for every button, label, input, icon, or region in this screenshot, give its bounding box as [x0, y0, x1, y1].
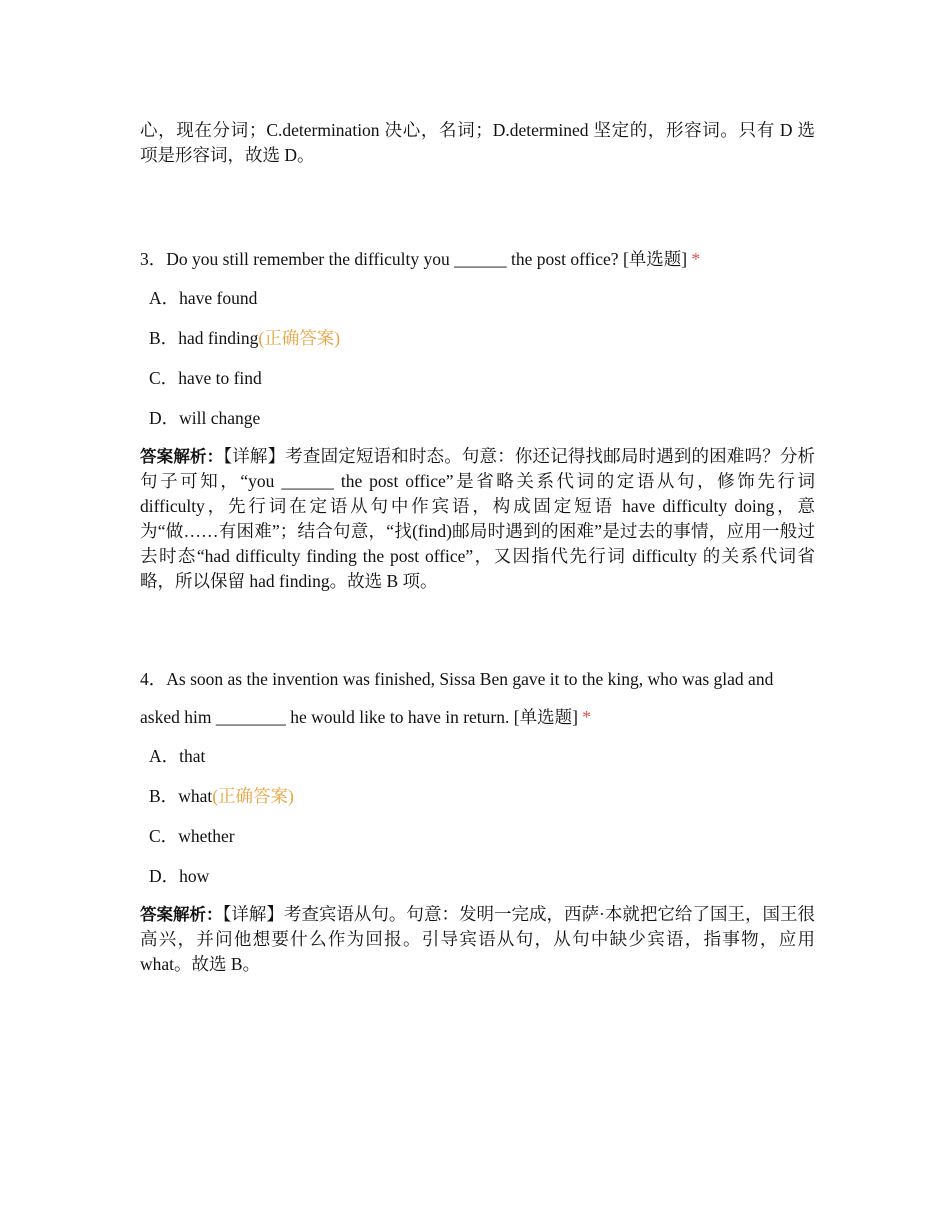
option-text: had finding [178, 328, 259, 348]
question-4-type: [单选题] [513, 707, 578, 727]
question-4-option-b[interactable] [149, 784, 815, 808]
question-4 [140, 660, 815, 977]
option-text: will change [179, 408, 261, 428]
option-letter: A． [149, 288, 180, 308]
spacer [140, 168, 815, 240]
question-3-text: Do you still remember the difficulty you ______ the post office? [166, 249, 619, 269]
question-3-type: [单选题] [622, 249, 688, 269]
option-letter: D． [149, 866, 180, 886]
option-text: have found [179, 288, 258, 308]
question-3-option-a[interactable] [149, 286, 815, 310]
analysis-body: 【详解】考查宾语从句。句意：发明一完成，西萨·本就把它给了国王，国王很高兴，并问他想要什么作为回报。引导宾语从句，从句中缺少宾语，指事物，应用 what。故选 B。 [140, 904, 816, 974]
option-text: what [178, 786, 213, 806]
option-letter: A． [149, 746, 180, 766]
option-text: have to find [178, 368, 262, 388]
question-3-analysis [140, 444, 815, 594]
option-text: how [179, 866, 210, 886]
option-letter: B． [149, 328, 179, 348]
option-letter: C． [149, 368, 179, 388]
question-3 [140, 240, 815, 594]
question-3-stem [140, 240, 815, 278]
option-letter: D． [149, 408, 180, 428]
question-4-options [140, 744, 815, 888]
document-page [140, 118, 815, 977]
correct-answer-tag: (正确答案) [258, 328, 341, 348]
question-3-number: 3． [140, 249, 167, 269]
question-3-option-d[interactable] [149, 406, 815, 430]
analysis-body: 【详解】考查固定短语和时态。句意：你还记得找邮局时遇到的困难吗？分析句子可知，“you ______ the post office”是省略关系代词的定语从句，修饰先行词 difficulty，先行词在定语从句中作宾语，构成固定短语 have difficulty doing，意为“做……有困难”；结合句意，“找(find)邮局时遇到的困难”是过去的事情，应用一般过去时态“had difficulty finding the post office”，又因指代先行词 difficulty 的关系代词省略，所以保留 had finding。故选 B 项。 [140, 446, 816, 591]
question-3-option-c[interactable] [149, 366, 815, 390]
question-4-analysis [140, 902, 815, 977]
required-star: * [582, 707, 592, 727]
required-star: * [691, 249, 701, 269]
previous-analysis-continuation: 心，现在分词；C.determination 决心，名词；D.determined 坚定的，形容词。只有 D 选项是形容词，故选 D。 [140, 120, 815, 165]
question-4-option-d[interactable] [149, 864, 815, 888]
question-3-option-b[interactable] [149, 326, 815, 350]
question-4-option-a[interactable] [149, 744, 815, 768]
correct-answer-tag: (正确答案) [212, 786, 294, 806]
question-4-option-c[interactable] [149, 824, 815, 848]
option-letter: C． [149, 826, 179, 846]
question-4-number: 4． [140, 669, 167, 689]
option-letter: B． [149, 786, 179, 806]
spacer [140, 594, 815, 660]
analysis-label: 答案解析： [140, 905, 223, 924]
analysis-label: 答案解析： [140, 447, 224, 466]
option-text: whether [178, 826, 235, 846]
option-text: that [179, 746, 206, 766]
question-4-text: As soon as the invention was finished, Sissa Ben gave it to the king, who was glad and asked him ________ he would like to have in return. [140, 669, 774, 727]
question-4-stem [140, 660, 815, 736]
question-3-options [140, 286, 815, 430]
